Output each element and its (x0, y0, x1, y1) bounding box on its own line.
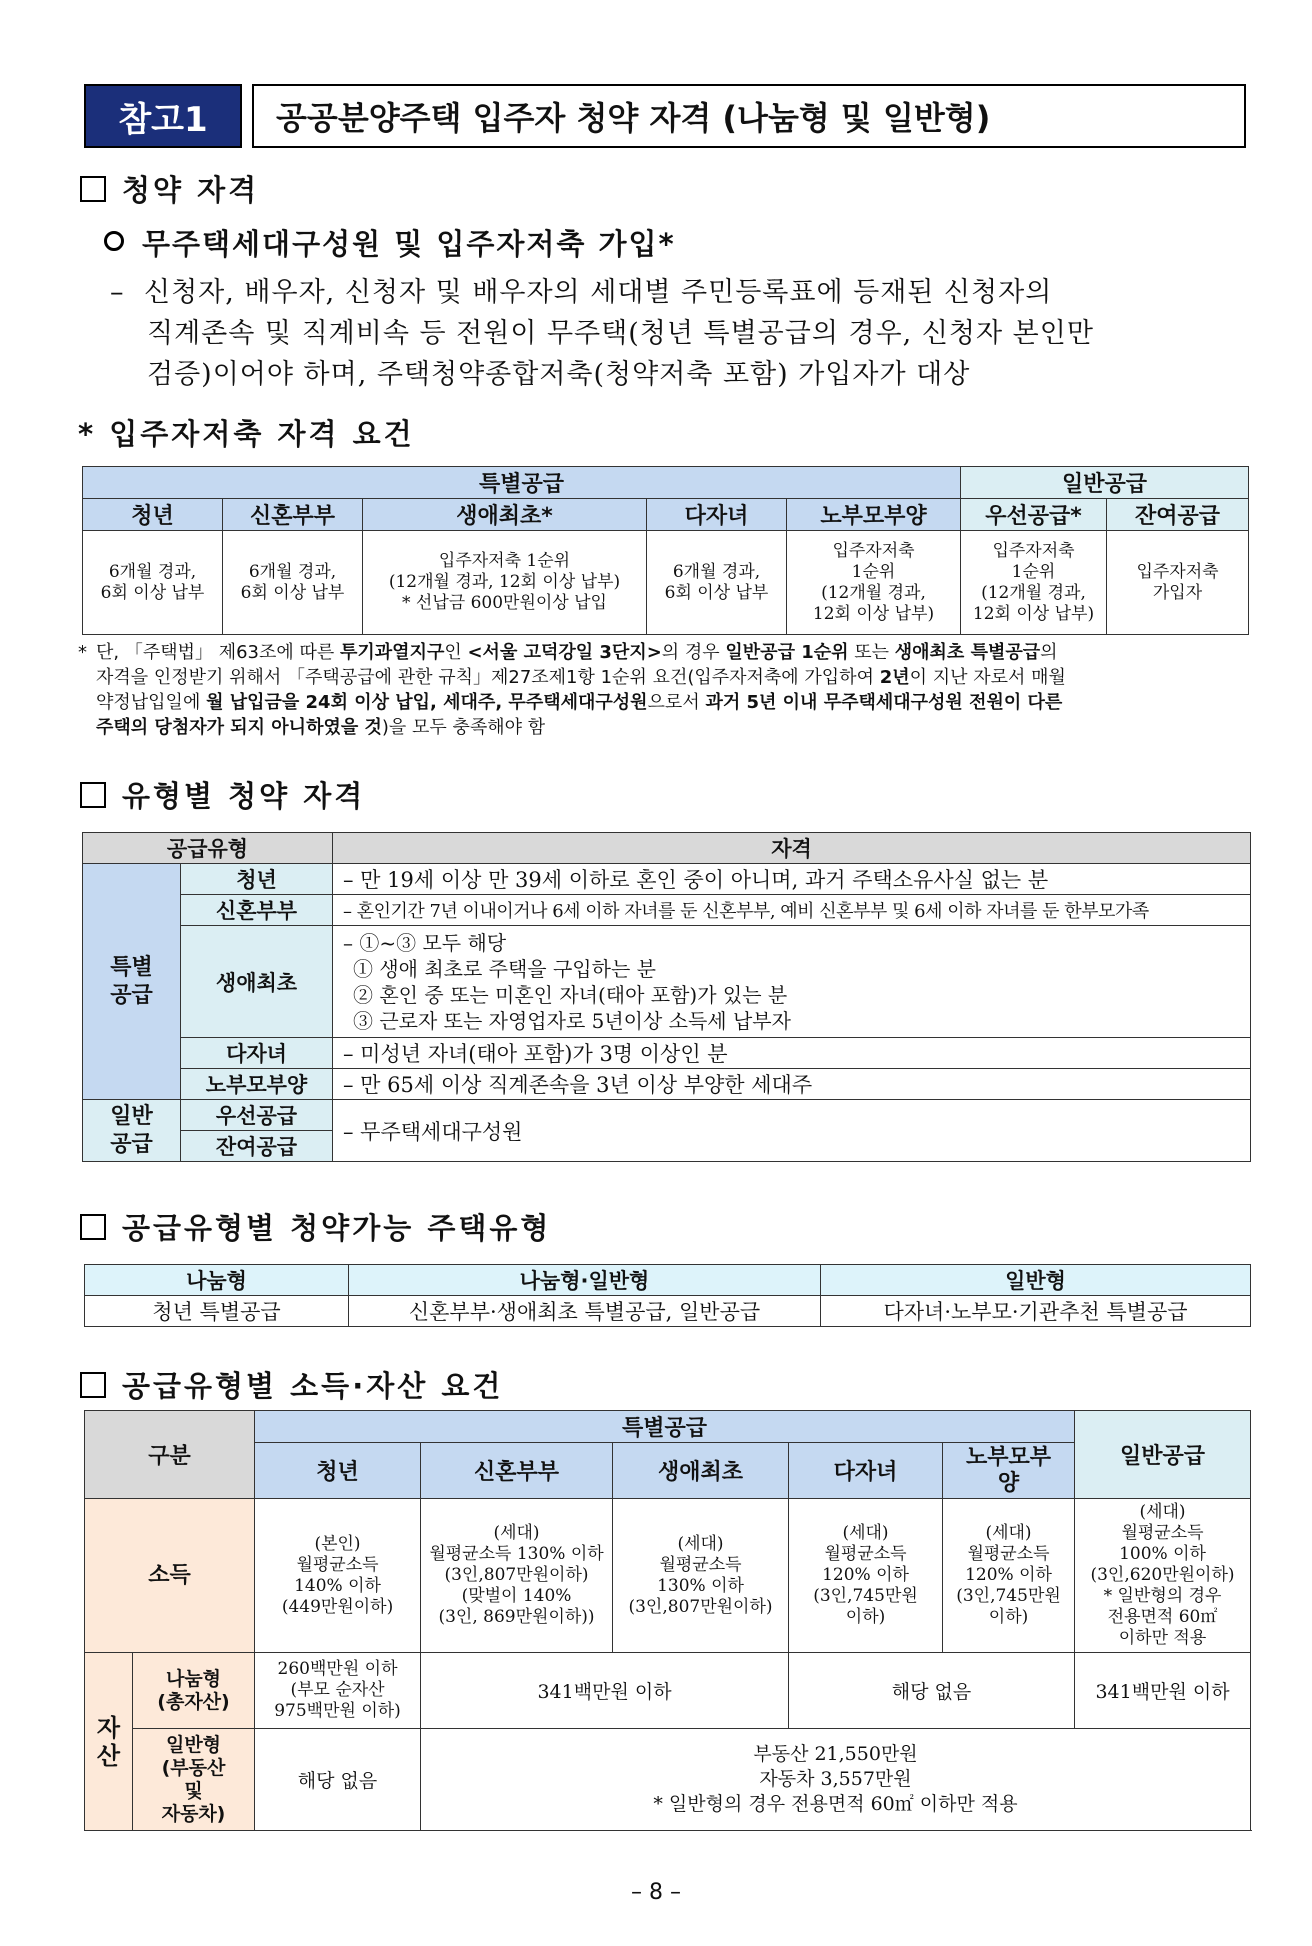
section-title-eligibility: 청약 자격 (80, 168, 259, 209)
desc-newlywed: – 혼인기간 7년 이내이거나 6세 이하 자녀를 둔 신혼부부, 예비 신혼부부 및 6세 이하 자녀를 둔 한부모가족 (333, 895, 1251, 926)
checkbox-square-icon (80, 1214, 106, 1240)
footnote: * 단, 「주택법」 제63조에 따른 투기과열지구인 <서울 고덕강일 3단지>의 경우 일반공급 1순위 또는 생애최초 특별공급의 자격을 인정받기 위해서 「주택공급에 관한 규칙」제27조제1항 1순위 요건(입주자저축에 가입하여 2년이 지난 자로서 매월 약정납입일에 월 납입금을 24회 이상 납입, 세대주, 무주택세대구성원으로서 과거 5년 이내 무주택세대구성원 전원이 다른 주택의 당첨자가 되지 아니하였을 것)을 모두 충족해야 함 (78, 642, 1066, 738)
cell-multi-child: 6개월 경과, 6회 이상 납부 (647, 531, 787, 635)
ilban-rest: 부동산 21,550만원 자동차 3,557만원 * 일반형의 경우 전용면적 60㎡ 이하만 적용 (421, 1729, 1251, 1831)
cell-youth: 6개월 경과, 6회 이상 납부 (83, 531, 223, 635)
checkbox-square-icon (80, 176, 106, 202)
cell-remaining: 입주자저축 가입자 (1107, 531, 1249, 635)
head-general: 일반형 (821, 1265, 1251, 1296)
col-youth: 청년 (255, 1443, 421, 1499)
type-multi-child: 다자녀 (181, 1038, 333, 1069)
col-multi-child: 다자녀 (647, 499, 787, 531)
cell-first-home: 입주자저축 1순위 (12개월 경과, 12회 이상 납부) * 선납금 600만원이상 납입 (363, 531, 647, 635)
col-remaining: 잔여공급 (1107, 499, 1249, 531)
col-newlywed: 신혼부부 (223, 499, 363, 531)
circle-bullet-icon (104, 231, 124, 251)
cell-newlywed: 6개월 경과, 6회 이상 납부 (223, 531, 363, 635)
income-newlywed: (세대) 월평균소득 130% 이하 (3인,807만원이하) (맞벌이 140% (3인, 869만원이하)) (421, 1499, 613, 1653)
cell-nanum-general: 신혼부부·생애최초 특별공급, 일반공급 (349, 1296, 821, 1327)
page-header (84, 84, 1246, 148)
income-multi-child: (세대) 월평균소득 120% 이하 (3인,745만원 이하) (789, 1499, 943, 1653)
head-gubun: 구분 (85, 1411, 255, 1499)
special-supply-header: 특별공급 (83, 467, 961, 499)
head-supply-type: 공급유형 (83, 833, 333, 864)
eligibility-paragraph: – 신청자, 배우자, 신청자 및 배우자의 세대별 주민등록표에 등재된 신청자의 직계존속 및 직계비속 등 전원이 무주택(청년 특별공급의 경우, 신청자 본인만 검증)이어야 하며, 주택청약종합저축(청약저축 포함) 가입자가 대상 (110, 277, 1094, 390)
eligibility-by-type-table (82, 832, 1251, 1162)
head-special: 특별공급 (255, 1411, 1075, 1443)
desc-general: – 무주택세대구성원 (333, 1100, 1251, 1162)
housing-type-table (84, 1264, 1251, 1327)
col-youth: 청년 (83, 499, 223, 531)
head-nanum: 나눔형 (85, 1265, 349, 1296)
desc-first-home: – ①~③ 모두 해당 ① 생애 최초로 주택을 구입하는 분 ② 혼인 중 또는 미혼인 자녀(태아 포함)가 있는 분 ③ 근로자 또는 자영업자로 5년이상 소득세 납부자 (333, 926, 1251, 1038)
col-first-home: 생애최초 (613, 1443, 789, 1499)
desc-multi-child: – 미성년 자녀(태아 포함)가 3명 이상인 분 (333, 1038, 1251, 1069)
reference-badge: 참고1 (84, 84, 242, 148)
group-special: 특별 공급 (83, 864, 181, 1100)
nanum-general: 341백만원 이하 (1075, 1653, 1251, 1729)
cell-elderly-parents: 입주자저축 1순위 (12개월 경과, 12회 이상 납부) (787, 531, 961, 635)
cell-nanum: 청년 특별공급 (85, 1296, 349, 1327)
cell-priority: 입주자저축 1순위 (12개월 경과, 12회 이상 납부) (961, 531, 1107, 635)
income-youth: (본인) 월평균소득 140% 이하 (449만원이하) (255, 1499, 421, 1653)
row-ilban-real-estate: 일반형 (부동산 및 자동차) (133, 1729, 255, 1831)
nanum-newlywed-first-home: 341백만원 이하 (421, 1653, 789, 1729)
col-priority: 우선공급* (961, 499, 1107, 531)
desc-elderly-parents: – 만 65세 이상 직계존속을 3년 이상 부양한 세대주 (333, 1069, 1251, 1100)
page-title: 공공분양주택 입주자 청약 자격 (나눔형 및 일반형) (252, 84, 1246, 148)
income-asset-table (84, 1410, 1251, 1831)
page-number: – 8 – (631, 1880, 681, 1905)
checkbox-square-icon (80, 782, 106, 808)
col-multi-child: 다자녀 (789, 1443, 943, 1499)
type-newlywed: 신혼부부 (181, 895, 333, 926)
desc-youth: – 만 19세 이상 만 39세 이하로 혼인 중이 아니며, 과거 주택소유사실 없는 분 (333, 864, 1251, 895)
income-general: (세대) 월평균소득 100% 이하 (3인,620만원이하) * 일반형의 경우 전용면적 60㎡ 이하만 적용 (1075, 1499, 1251, 1653)
head-general: 일반공급 (1075, 1411, 1251, 1499)
nanum-multi-elderly: 해당 없음 (789, 1653, 1075, 1729)
col-first-home: 생애최초* (363, 499, 647, 531)
col-elderly-parents: 노부모부양 (787, 499, 961, 531)
row-nanum-total-asset: 나눔형 (총자산) (133, 1653, 255, 1729)
row-asset: 자 산 (85, 1653, 133, 1831)
type-first-home: 생애최초 (181, 926, 333, 1038)
savings-requirement-table (82, 466, 1249, 635)
nanum-youth: 260백만원 이하 (부모 순자산 975백만원 이하) (255, 1653, 421, 1729)
cell-general: 다자녀·노부모·기관추천 특별공급 (821, 1296, 1251, 1327)
bullet-heading: 무주택세대구성원 및 입주자저축 가입* (104, 222, 676, 263)
ilban-youth: 해당 없음 (255, 1729, 421, 1831)
col-elderly-parents: 노부모부 양 (943, 1443, 1075, 1499)
col-newlywed: 신혼부부 (421, 1443, 613, 1499)
head-nanum-general: 나눔형·일반형 (349, 1265, 821, 1296)
type-youth: 청년 (181, 864, 333, 895)
type-elderly-parents: 노부모부양 (181, 1069, 333, 1100)
income-first-home: (세대) 월평균소득 130% 이하 (3인,807만원이하) (613, 1499, 789, 1653)
savings-requirement-heading: * 입주자저축 자격 요건 (78, 417, 415, 451)
income-elderly-parents: (세대) 월평균소득 120% 이하 (3인,745만원 이하) (943, 1499, 1075, 1653)
general-supply-header: 일반공급 (961, 467, 1249, 499)
section-title-housing-type: 공급유형별 청약가능 주택유형 (80, 1206, 551, 1247)
group-general: 일반 공급 (83, 1100, 181, 1162)
checkbox-square-icon (80, 1372, 106, 1398)
head-qualification: 자격 (333, 833, 1251, 864)
section-title-income-asset: 공급유형별 소득·자산 요건 (80, 1364, 503, 1405)
type-priority: 우선공급 (181, 1100, 333, 1131)
section-title-by-type: 유형별 청약 자격 (80, 774, 365, 815)
type-remaining: 잔여공급 (181, 1131, 333, 1162)
row-income: 소득 (85, 1499, 255, 1653)
